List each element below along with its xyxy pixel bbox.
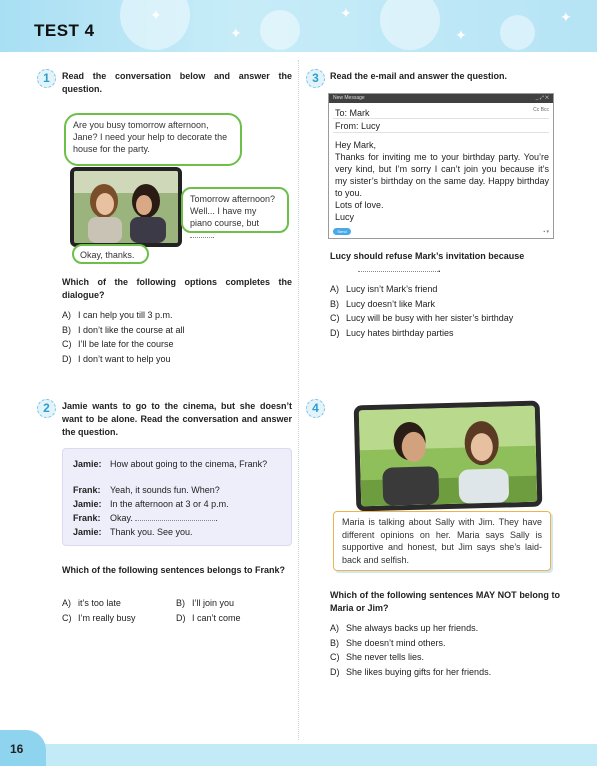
question-3-number: 3 bbox=[306, 69, 325, 88]
question-3-option-d[interactable]: D) Lucy hates birthday parties bbox=[330, 327, 454, 338]
question-2-instruction: Jamie wants to go to the cinema, but she doesn’t want to be alone. Read the conversation and answer the question. bbox=[62, 401, 292, 437]
column-divider bbox=[298, 60, 299, 740]
dialogue-line: Frank: Okay. . bbox=[73, 513, 218, 523]
question-3-options bbox=[330, 282, 560, 340]
email-message: Thanks for inviting me to your birthday party. You’re very kind, but I’m sorry I can’t join you because it’s my sister’s birthday on the same day. Happy birthday to you. bbox=[335, 152, 549, 198]
girls-photo bbox=[70, 167, 182, 247]
question-3-option-a[interactable]: A) Lucy isn’t Mark’s friend bbox=[330, 284, 438, 294]
email-greeting: Hey Mark, bbox=[335, 140, 377, 150]
couple-photo bbox=[354, 401, 543, 512]
speech-bubble-bottom: Okay, thanks. bbox=[72, 244, 149, 264]
question-2-options bbox=[62, 596, 292, 626]
email-window bbox=[328, 93, 554, 239]
email-from-field[interactable]: From: Lucy bbox=[335, 121, 381, 131]
email-to-field[interactable]: To: Mark bbox=[335, 108, 370, 118]
dialogue-line: Frank: Yeah, it sounds fun. When? bbox=[73, 485, 220, 495]
footer-band bbox=[0, 744, 597, 766]
question-2-dialogue bbox=[62, 448, 292, 546]
question-1-options bbox=[62, 308, 292, 366]
question-3-option-b[interactable]: B) Lucy doesn’t like Mark bbox=[330, 298, 436, 309]
send-button[interactable]: Send bbox=[333, 228, 351, 235]
dialogue-line: Jamie: How about going to the cinema, Frank? bbox=[73, 459, 268, 469]
girls-photo-illustration bbox=[74, 171, 178, 243]
email-body[interactable] bbox=[335, 139, 549, 223]
question-1-option-b[interactable]: B) I don’t like the course at all bbox=[62, 324, 185, 335]
question-2-option-b[interactable]: B) I’ll join you bbox=[176, 598, 235, 608]
question-2-option-c[interactable]: C) I’m really busy bbox=[62, 613, 136, 623]
question-4-option-d[interactable]: D) She likes buying gifts for her friends. bbox=[330, 666, 492, 677]
dialogue-line: Jamie: In the afternoon at 3 or 4 p.m. bbox=[73, 499, 229, 509]
question-3-text: Lucy should refuse Mark’s invitation because . bbox=[330, 251, 525, 274]
speech-bubble-top: Are you busy tomorrow afternoon, Jane? I need your help to decorate the house for the party. bbox=[64, 113, 242, 166]
email-footer-icons[interactable]: ▪ ▾ bbox=[543, 229, 549, 235]
page-number: 16 bbox=[10, 742, 24, 756]
question-4-number: 4 bbox=[306, 399, 325, 418]
cc-bcc-link[interactable]: Cc Bcc bbox=[533, 107, 549, 113]
field-divider bbox=[333, 132, 549, 133]
question-1-option-c[interactable]: C) I’ll be late for the course bbox=[62, 339, 174, 349]
question-4-text: Which of the following sentences MAY NOT belong to Maria or Jim? bbox=[330, 590, 560, 613]
question-1-number: 1 bbox=[37, 69, 56, 88]
email-title-bar: New Message _ ⤢ ✕ bbox=[329, 94, 553, 103]
question-4-option-c[interactable]: C) She never tells lies. bbox=[330, 652, 425, 662]
field-divider bbox=[333, 118, 549, 119]
question-1-option-a[interactable]: A) I can help you till 3 p.m. bbox=[62, 310, 173, 320]
question-4-option-a[interactable]: A) She always backs up her friends. bbox=[330, 623, 479, 633]
email-signature: Lucy bbox=[335, 212, 355, 222]
email-closing: Lots of love. bbox=[335, 200, 384, 210]
question-4-info-box: Maria is talking about Sally with Jim. They have different opinions on her. Maria says Sally is supportive and honest, but Jim says she’s laid-back and selfish. bbox=[333, 511, 551, 571]
speech-bubble-right: Tomorrow afternoon? Well... I have my piano course, but . bbox=[181, 187, 289, 233]
question-2-option-d[interactable]: D) I can’t come bbox=[176, 613, 241, 623]
couple-photo-illustration bbox=[359, 406, 537, 507]
question-2-text: Which of the following sentences belongs to Frank? bbox=[62, 565, 286, 575]
test-title: TEST 4 bbox=[34, 21, 95, 40]
question-4-options bbox=[330, 621, 560, 679]
question-2-option-a[interactable]: A) it’s too late bbox=[62, 598, 121, 608]
header-banner: ✦ ✦ ✦ ✦ ✦ bbox=[0, 0, 597, 52]
dialogue-line: Jamie: Thank you. See you. bbox=[73, 527, 193, 537]
question-2-number: 2 bbox=[37, 399, 56, 418]
window-controls-icon[interactable]: _ ⤢ ✕ bbox=[535, 95, 549, 101]
question-1-option-d[interactable]: D) I don’t want to help you bbox=[62, 353, 171, 364]
question-4-option-b[interactable]: B) She doesn’t mind others. bbox=[330, 637, 446, 648]
question-1-instruction: Read the conversation below and answer the question. bbox=[62, 71, 292, 94]
question-1-text: Which of the following options completes the dialogue? bbox=[62, 277, 292, 300]
question-3-option-c[interactable]: C) Lucy will be busy with her sister’s birthday bbox=[330, 313, 514, 323]
question-3-instruction: Read the e-mail and answer the question. bbox=[330, 71, 508, 81]
